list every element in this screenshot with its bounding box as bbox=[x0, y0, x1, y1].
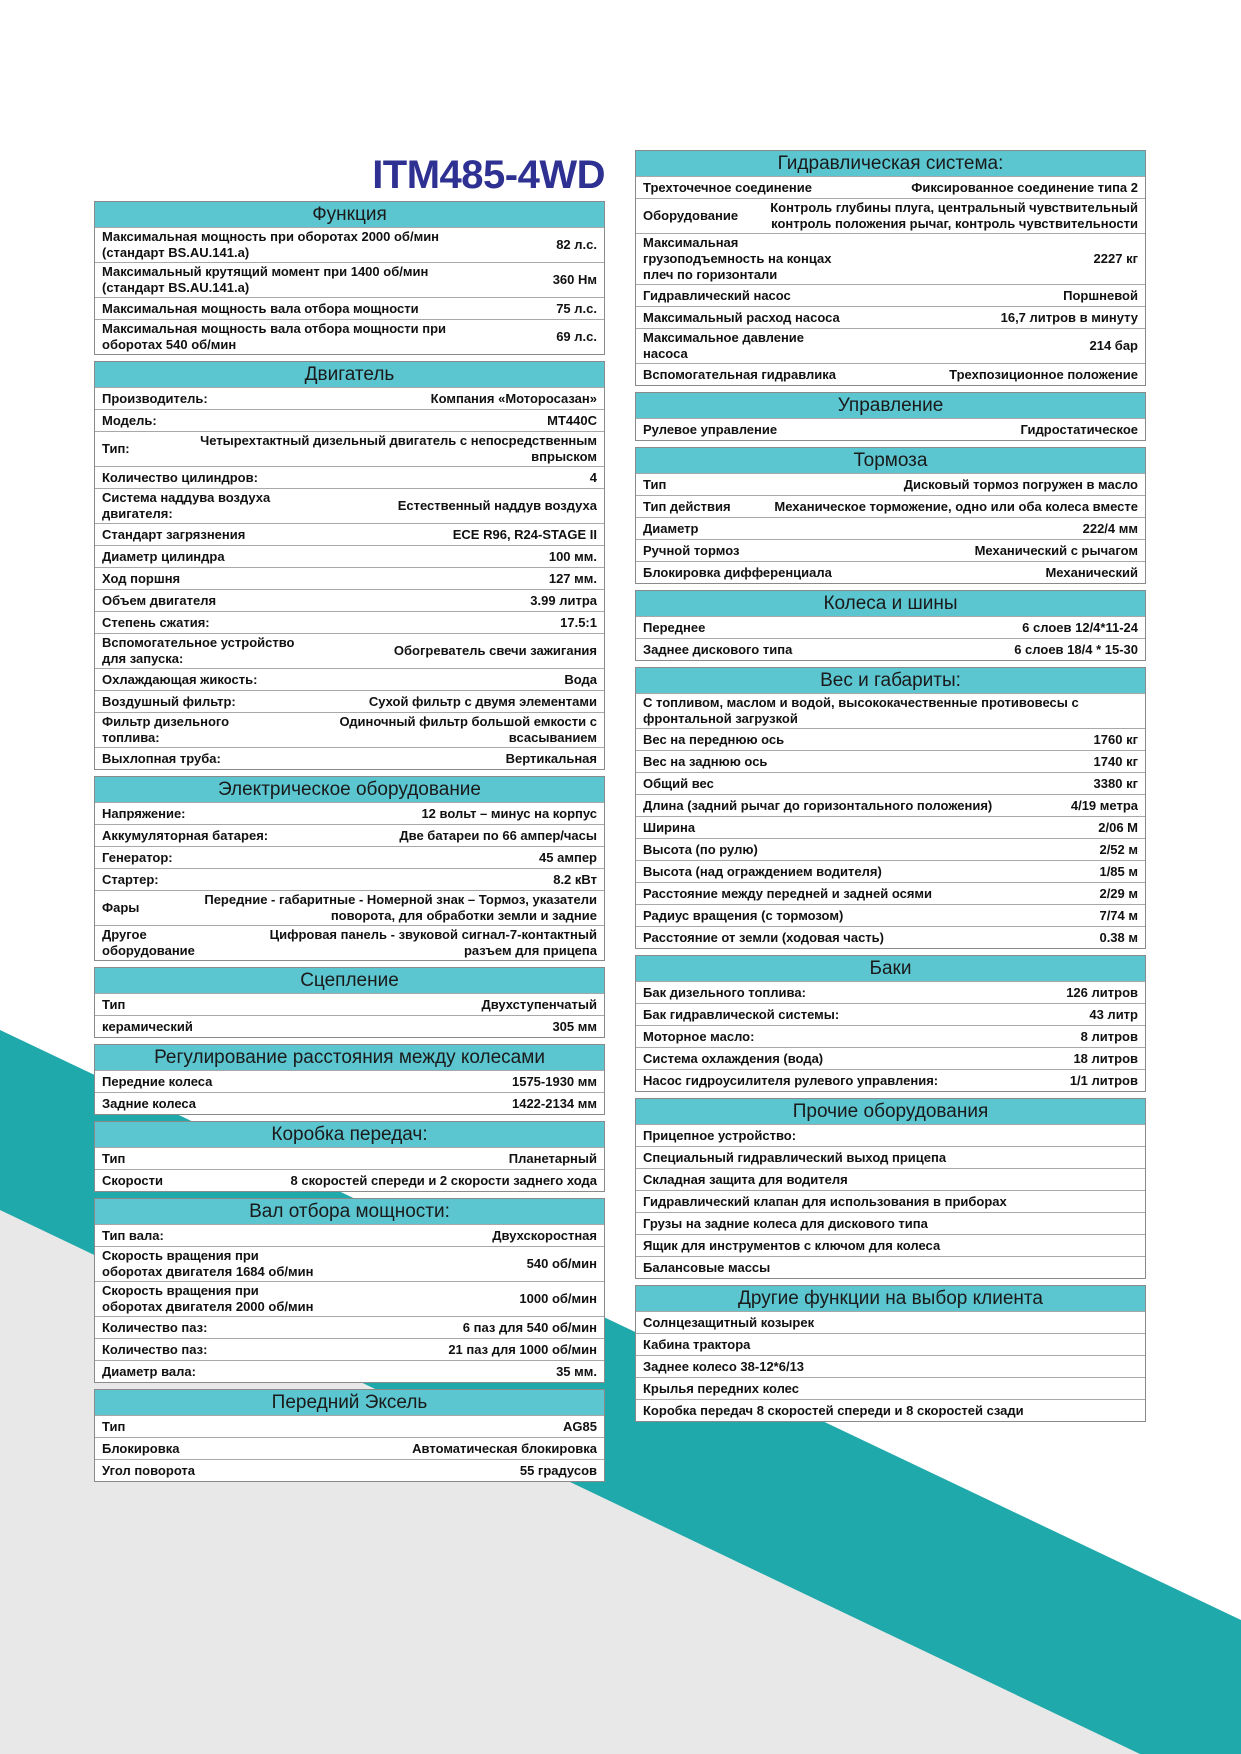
spec-label: Степень сжатия: bbox=[102, 614, 210, 630]
section-title: Баки bbox=[636, 956, 1145, 981]
spec-value: Трехпозиционное положение bbox=[949, 366, 1138, 382]
spec-label: Ручной тормоз bbox=[643, 542, 740, 558]
spec-label: Блокировка дифференциала bbox=[643, 564, 832, 580]
spec-label: Ширина bbox=[643, 819, 696, 835]
spec-label: Моторное масло: bbox=[643, 1028, 755, 1044]
spec-value: 16,7 литров в минуту bbox=[1000, 309, 1138, 325]
spec-value: Механический с рычагом bbox=[974, 542, 1138, 558]
section-title: Вес и габариты: bbox=[636, 668, 1145, 693]
spec-value: 35 мм. bbox=[556, 1363, 597, 1379]
spec-label: Оборудование bbox=[643, 208, 739, 223]
spec-value: Сухой фильтр с двумя элементами bbox=[368, 693, 597, 709]
spec-label: Скорости bbox=[102, 1172, 163, 1188]
spec-label: Диаметр вала: bbox=[102, 1363, 196, 1379]
section-title: Другие функции на выбор клиента bbox=[636, 1286, 1145, 1311]
spec-row bbox=[636, 838, 1145, 860]
spec-value: 17.5:1 bbox=[560, 614, 597, 630]
spec-row bbox=[95, 868, 604, 890]
spec-row bbox=[636, 1003, 1145, 1025]
spec-row bbox=[636, 693, 1145, 728]
spec-label: Максимальная грузоподъемность на концах плеч по горизонтали bbox=[643, 235, 832, 282]
spec-label: Тип вала: bbox=[102, 1227, 164, 1243]
spec-value: 82 л.с. bbox=[556, 237, 597, 252]
section-wheels bbox=[635, 590, 1146, 661]
spec-value: Автоматическая блокировка bbox=[412, 1440, 597, 1456]
spec-row bbox=[636, 1333, 1145, 1355]
spec-value: 43 литр bbox=[1089, 1006, 1138, 1022]
spec-row bbox=[636, 1190, 1145, 1212]
spec-label: Объем двигателя bbox=[102, 592, 217, 608]
spec-label: Радиус вращения (с тормозом) bbox=[643, 907, 844, 923]
spec-value: 3380 кг bbox=[1093, 775, 1138, 791]
spec-row bbox=[636, 1025, 1145, 1047]
spec-row bbox=[95, 387, 604, 409]
spec-value: 7/74 м bbox=[1099, 907, 1138, 923]
spec-value: 6 паз для 540 об/мин bbox=[462, 1319, 597, 1335]
spec-row bbox=[636, 363, 1145, 385]
spec-row bbox=[95, 824, 604, 846]
spec-label: Количество цилиндров: bbox=[102, 469, 258, 485]
spec-row bbox=[95, 1437, 604, 1459]
spec-row bbox=[95, 1015, 604, 1037]
spec-row bbox=[95, 1246, 604, 1281]
spec-row bbox=[636, 1234, 1145, 1256]
section-title: Передний Эксель bbox=[95, 1390, 604, 1415]
spec-value: Фиксированное соединение типа 2 bbox=[911, 179, 1138, 195]
spec-label: Расстояние между передней и задней осями bbox=[643, 885, 933, 901]
spec-label: Тип bbox=[102, 1418, 126, 1434]
spec-label: Система наддува воздуха двигателя: bbox=[102, 490, 271, 521]
right-sections bbox=[635, 150, 1146, 1422]
spec-row bbox=[95, 545, 604, 567]
spec-row bbox=[636, 1047, 1145, 1069]
spec-value: 1740 кг bbox=[1093, 753, 1138, 769]
spec-label: Аккумуляторная батарея: bbox=[102, 827, 269, 843]
spec-row bbox=[95, 846, 604, 868]
spec-row bbox=[95, 747, 604, 769]
spec-row bbox=[95, 668, 604, 690]
spec-row bbox=[95, 925, 604, 960]
spec-label: Вспомогательное устройство для запуска: bbox=[102, 635, 295, 666]
spec-row bbox=[95, 589, 604, 611]
spec-label: Охлаждающая жикость: bbox=[102, 671, 258, 687]
spec-label: Коробка передач 8 скоростей спереди и 8 скоростей сзади bbox=[643, 1402, 1024, 1418]
spec-value: 8.2 кВт bbox=[553, 871, 597, 887]
spec-label: Гидравлический клапан для использования в приборах bbox=[643, 1193, 1007, 1209]
spec-row bbox=[95, 690, 604, 712]
section-brakes bbox=[635, 447, 1146, 584]
spec-label: Бак гидравлической системы: bbox=[643, 1006, 840, 1022]
section-title: Управление bbox=[636, 393, 1145, 418]
spec-label: Максимальное давление насоса bbox=[643, 330, 805, 361]
spec-row bbox=[95, 1092, 604, 1114]
spec-row bbox=[636, 1124, 1145, 1146]
section-title: Функция bbox=[95, 202, 604, 227]
spec-label: Напряжение: bbox=[102, 805, 186, 821]
section-title: Электрическое оборудование bbox=[95, 777, 604, 802]
spec-label: Рулевое управление bbox=[643, 421, 778, 437]
spec-row bbox=[636, 198, 1145, 233]
spec-value: 8 скоростей спереди и 2 скорости заднего хода bbox=[290, 1172, 597, 1188]
spec-value: 126 литров bbox=[1066, 984, 1138, 1000]
spec-row bbox=[636, 418, 1145, 440]
section-clutch bbox=[94, 967, 605, 1038]
spec-label: Максимальная мощность вала отбора мощности bbox=[102, 300, 419, 316]
spec-value: Обогреватель свечи зажигания bbox=[393, 643, 597, 658]
spec-value: Контроль глубины плуга, центральный чувствительный контроль положения рычаг, контроль чувствительности bbox=[770, 200, 1138, 231]
spec-value: Естественный наддув воздуха bbox=[397, 498, 597, 513]
spec-label: Фильтр дизельного топлива: bbox=[102, 714, 230, 745]
spec-value: 12 вольт – минус на корпус bbox=[421, 805, 597, 821]
spec-label: Фары bbox=[102, 900, 140, 915]
spec-label: Гидравлический насос bbox=[643, 287, 791, 303]
spec-row bbox=[636, 772, 1145, 794]
spec-label: Скорость вращения при оборотах двигателя 1684 об/мин bbox=[102, 1248, 314, 1279]
spec-value: Одиночный фильтр большой емкости с всасыванием bbox=[339, 714, 597, 745]
spec-value: Вода bbox=[564, 671, 597, 687]
section-options bbox=[635, 1285, 1146, 1422]
spec-value: 69 л.с. bbox=[556, 329, 597, 344]
spec-label: Количество паз: bbox=[102, 1341, 208, 1357]
section-title: Прочие оборудования bbox=[636, 1099, 1145, 1124]
spec-label: Диаметр цилиндра bbox=[102, 548, 225, 564]
spec-value: Компания «Моторосазан» bbox=[430, 390, 597, 406]
spec-row bbox=[636, 495, 1145, 517]
spec-label: Солнцезащитный козырек bbox=[643, 1314, 815, 1330]
section-steering bbox=[635, 392, 1146, 441]
spec-value: 18 литров bbox=[1073, 1050, 1138, 1066]
spec-label: Вес на заднюю ось bbox=[643, 753, 768, 769]
spec-value: 2/52 м bbox=[1099, 841, 1138, 857]
spec-label: Максимальная мощность при оборотах 2000 об/мин (стандарт BS.AU.141.a) bbox=[102, 229, 440, 260]
spec-value: AG85 bbox=[563, 1418, 597, 1434]
spec-label: Заднее дискового типа bbox=[643, 641, 793, 657]
section-track bbox=[94, 1044, 605, 1115]
spec-value: 1/1 литров bbox=[1069, 1072, 1138, 1088]
spec-value: ECE R96, R24-STAGE II bbox=[452, 526, 597, 542]
spec-row bbox=[95, 1224, 604, 1246]
model-title: ITM485-4WD bbox=[372, 153, 605, 197]
spec-row bbox=[636, 233, 1145, 284]
spec-row bbox=[95, 1169, 604, 1191]
spec-label: Другое оборудование bbox=[102, 927, 195, 958]
spec-label: Общий вес bbox=[643, 775, 714, 791]
spec-value: 55 градусов bbox=[519, 1462, 597, 1478]
spec-row bbox=[636, 1069, 1145, 1091]
spec-value: 1000 об/мин bbox=[519, 1291, 597, 1306]
spec-label: Блокировка bbox=[102, 1440, 180, 1456]
spec-value: Гидростатическое bbox=[1020, 421, 1138, 437]
spec-value: 21 паз для 1000 об/мин bbox=[448, 1341, 597, 1357]
spec-row bbox=[636, 473, 1145, 495]
spec-label: Прицепное устройство: bbox=[643, 1127, 797, 1143]
spec-label: Стартер: bbox=[102, 871, 159, 887]
spec-row bbox=[95, 1147, 604, 1169]
spec-label: Воздушный фильтр: bbox=[102, 693, 236, 709]
spec-value: Механический bbox=[1045, 564, 1138, 580]
spec-label: Трехточечное соединение bbox=[643, 179, 812, 195]
spec-row bbox=[95, 409, 604, 431]
spec-value: Двухскоростная bbox=[492, 1227, 597, 1243]
section-hydraulics bbox=[635, 150, 1146, 386]
spec-label: Угол поворота bbox=[102, 1462, 196, 1478]
spec-value: Вертикальная bbox=[505, 750, 597, 766]
spec-row bbox=[95, 1281, 604, 1316]
section-other-equipment bbox=[635, 1098, 1146, 1279]
spec-row bbox=[95, 523, 604, 545]
spec-row bbox=[95, 319, 604, 354]
spec-row bbox=[95, 1316, 604, 1338]
spec-label: Расстояние от земли (ходовая часть) bbox=[643, 929, 884, 945]
spec-row bbox=[636, 1168, 1145, 1190]
spec-label: Передние колеса bbox=[102, 1073, 213, 1089]
spec-value: Планетарный bbox=[508, 1150, 597, 1166]
spec-row bbox=[636, 176, 1145, 198]
spec-row bbox=[636, 1146, 1145, 1168]
spec-row bbox=[95, 993, 604, 1015]
spec-row bbox=[95, 466, 604, 488]
section-gearbox bbox=[94, 1121, 605, 1192]
spec-label: Длина (задний рычаг до горизонтального положения) bbox=[643, 797, 993, 813]
spec-row bbox=[636, 882, 1145, 904]
spec-row bbox=[95, 262, 604, 297]
spec-label: Задние колеса bbox=[102, 1095, 197, 1111]
section-title: Гидравлическая система: bbox=[636, 151, 1145, 176]
section-engine bbox=[94, 361, 605, 770]
spec-value: Двухступенчатый bbox=[481, 996, 597, 1012]
spec-row bbox=[95, 227, 604, 262]
spec-label: Максимальная мощность вала отбора мощности при оборотах 540 об/мин bbox=[102, 321, 447, 352]
section-title: Двигатель bbox=[95, 362, 604, 387]
spec-row bbox=[95, 1459, 604, 1481]
spec-row bbox=[636, 1256, 1145, 1278]
spec-value: 1/85 м bbox=[1099, 863, 1138, 879]
spec-label: Система охлаждения (вода) bbox=[643, 1050, 824, 1066]
spec-label: Производитель: bbox=[102, 390, 208, 406]
section-title: Сцепление bbox=[95, 968, 604, 993]
spec-row bbox=[636, 794, 1145, 816]
spec-row bbox=[636, 750, 1145, 772]
spec-value: Поршневой bbox=[1063, 287, 1138, 303]
spec-label: Стандарт загрязнения bbox=[102, 526, 246, 542]
spec-row bbox=[636, 306, 1145, 328]
spec-label: Выхлопная труба: bbox=[102, 750, 221, 766]
spec-label: Количество паз: bbox=[102, 1319, 208, 1335]
spec-value: MT440C bbox=[547, 412, 597, 428]
spec-row bbox=[636, 981, 1145, 1003]
spec-row bbox=[95, 1338, 604, 1360]
spec-label: Тип bbox=[643, 476, 667, 492]
spec-label: Тип bbox=[102, 996, 126, 1012]
section-front-axle bbox=[94, 1389, 605, 1482]
spec-row bbox=[95, 890, 604, 925]
spec-row bbox=[636, 1399, 1145, 1421]
spec-value: 1575-1930 мм bbox=[511, 1073, 597, 1089]
spec-value: Четырехтактный дизельный двигатель с непосредственным впрыском bbox=[200, 433, 597, 464]
section-title: Вал отбора мощности: bbox=[95, 1199, 604, 1224]
spec-row bbox=[636, 816, 1145, 838]
spec-label: Специальный гидравлический выход прицепа bbox=[643, 1149, 947, 1165]
spec-row bbox=[95, 1070, 604, 1092]
spec-value: 4 bbox=[589, 469, 597, 485]
spec-label: Тип: bbox=[102, 441, 130, 456]
spec-value: 1422-2134 мм bbox=[511, 1095, 597, 1111]
spec-value: 305 мм bbox=[552, 1018, 597, 1034]
spec-label: Максимальный расход насоса bbox=[643, 309, 840, 325]
spec-label: Переднее bbox=[643, 619, 706, 635]
spec-row bbox=[636, 539, 1145, 561]
section-function bbox=[94, 201, 605, 355]
spec-row bbox=[636, 638, 1145, 660]
spec-value: 8 литров bbox=[1080, 1028, 1138, 1044]
spec-label: Грузы на задние колеса для дискового типа bbox=[643, 1215, 928, 1231]
spec-value: 75 л.с. bbox=[556, 300, 597, 316]
spec-value: 2227 кг bbox=[1093, 251, 1138, 266]
spec-value: Передние - габаритные - Номерной знак – Тормоз, указатели поворота, для обработки земли и задние bbox=[204, 892, 597, 923]
spec-value: Дисковый тормоз погружен в масло bbox=[903, 476, 1138, 492]
spec-value: 1760 кг bbox=[1093, 731, 1138, 747]
section-title: Коробка передач: bbox=[95, 1122, 604, 1147]
spec-value: 6 слоев 12/4*11-24 bbox=[1022, 619, 1138, 635]
spec-value: 100 мм. bbox=[548, 548, 597, 564]
spec-label: Скорость вращения при оборотах двигателя 2000 об/мин bbox=[102, 1283, 314, 1314]
spec-row bbox=[95, 712, 604, 747]
spec-label: Заднее колесо 38-12*6/13 bbox=[643, 1358, 805, 1374]
spec-row bbox=[95, 1360, 604, 1382]
spec-label: Модель: bbox=[102, 412, 157, 428]
spec-value: 6 слоев 18/4 * 15-30 bbox=[1014, 641, 1138, 657]
spec-label: Диаметр bbox=[643, 520, 699, 536]
spec-value: 127 мм. bbox=[548, 570, 597, 586]
spec-row bbox=[636, 561, 1145, 583]
spec-row bbox=[95, 431, 604, 466]
spec-row bbox=[636, 517, 1145, 539]
spec-row bbox=[636, 1212, 1145, 1234]
spec-label: Балансовые массы bbox=[643, 1259, 771, 1275]
spec-value: 2/29 м bbox=[1099, 885, 1138, 901]
spec-label: керамический bbox=[102, 1018, 193, 1034]
spec-row bbox=[95, 1415, 604, 1437]
spec-label: Высота (по рулю) bbox=[643, 841, 758, 857]
right-column bbox=[635, 150, 1146, 1428]
spec-row bbox=[95, 802, 604, 824]
spec-row bbox=[636, 1355, 1145, 1377]
spec-value: 214 бар bbox=[1089, 338, 1138, 353]
spec-value: 360 Нм bbox=[552, 272, 597, 287]
section-tanks bbox=[635, 955, 1146, 1092]
left-column bbox=[94, 150, 605, 1488]
spec-label: Ящик для инструментов с ключом для колеса bbox=[643, 1237, 941, 1253]
section-title: Колеса и шины bbox=[636, 591, 1145, 616]
spec-row bbox=[636, 284, 1145, 306]
spec-row bbox=[95, 297, 604, 319]
spec-row bbox=[95, 633, 604, 668]
spec-label: С топливом, маслом и водой, высококачественные противовесы с фронтальной загрузкой bbox=[643, 695, 1079, 726]
spec-label: Кабина трактора bbox=[643, 1336, 751, 1352]
spec-label: Тип bbox=[102, 1150, 126, 1166]
spec-label: Бак дизельного топлива: bbox=[643, 984, 806, 1000]
section-title: Тормоза bbox=[636, 448, 1145, 473]
spec-value: 45 ампер bbox=[539, 849, 597, 865]
spec-value: 3.99 литра bbox=[530, 592, 597, 608]
spec-row bbox=[95, 567, 604, 589]
spec-label: Складная защита для водителя bbox=[643, 1171, 848, 1187]
spec-row bbox=[95, 488, 604, 523]
spec-row bbox=[636, 860, 1145, 882]
spec-value: Цифровая панель - звуковой сигнал-7-контактный разъем для прицепа bbox=[269, 927, 597, 958]
spec-label: Ход поршня bbox=[102, 570, 181, 586]
spec-value: 222/4 мм bbox=[1082, 520, 1138, 536]
spec-value: 4/19 метра bbox=[1070, 797, 1138, 813]
section-dimensions bbox=[635, 667, 1146, 949]
spec-label: Генератор: bbox=[102, 849, 173, 865]
left-sections bbox=[94, 201, 605, 1482]
spec-row bbox=[636, 616, 1145, 638]
spec-row bbox=[636, 926, 1145, 948]
spec-row bbox=[636, 904, 1145, 926]
spec-label: Насос гидроусилителя рулевого управления: bbox=[643, 1072, 939, 1088]
spec-value: 0.38 м bbox=[1099, 929, 1138, 945]
section-title: Регулирование расстояния между колесами bbox=[95, 1045, 604, 1070]
spec-label: Максимальный крутящий момент при 1400 об/мин (стандарт BS.AU.141.a) bbox=[102, 264, 429, 295]
spec-value: Механическое торможение, одно или оба колеса вместе bbox=[774, 498, 1138, 514]
spec-label: Вспомогательная гидравлика bbox=[643, 366, 837, 382]
spec-label: Вес на переднюю ось bbox=[643, 731, 785, 747]
section-electrical bbox=[94, 776, 605, 961]
spec-row bbox=[636, 328, 1145, 363]
spec-label: Высота (над ограждением водителя) bbox=[643, 863, 882, 879]
spec-row bbox=[95, 611, 604, 633]
spec-value: 540 об/мин bbox=[526, 1256, 597, 1271]
section-pto bbox=[94, 1198, 605, 1383]
spec-row bbox=[636, 1377, 1145, 1399]
spec-value: Две батареи по 66 ампер/часы bbox=[399, 827, 597, 843]
spec-label: Крылья передних колес bbox=[643, 1380, 799, 1396]
spec-row bbox=[636, 728, 1145, 750]
spec-row bbox=[636, 1311, 1145, 1333]
spec-label: Тип действия bbox=[643, 498, 731, 514]
spec-value: 2/06 М bbox=[1098, 819, 1138, 835]
